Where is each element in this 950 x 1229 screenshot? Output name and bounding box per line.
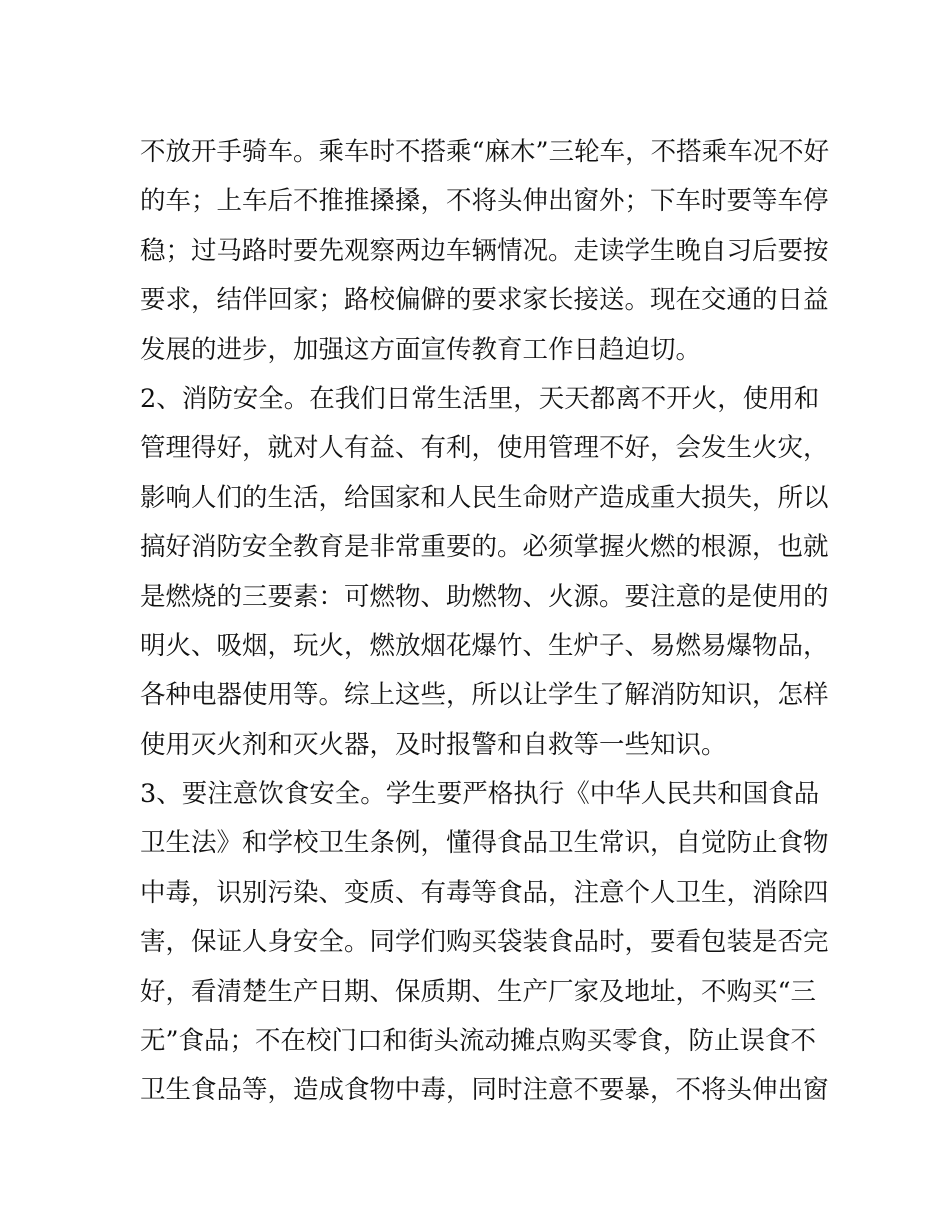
text-line: 影响人们的生活，给国家和人民生命财产造成重大损失，所以 — [140, 482, 829, 513]
section-2-heading-line: 2、消防安全。在我们日常生活里，天天都离不开火，使用和 — [140, 383, 820, 414]
text-line: 发展的进步，加强这方面宣传教育工作日趋迫切。 — [140, 334, 702, 365]
text-line: 是燃烧的三要素：可燃物、助燃物、火源。要注意的是使用的 — [140, 581, 829, 612]
section-3-heading-line: 3、要注意饮食安全。学生要严格执行《中华人民共和国食品 — [140, 779, 820, 810]
text-line: 稳；过马路时要先观察两边车辆情况。走读学生晚自习后要按 — [140, 235, 829, 266]
text-line: 无”食品；不在校门口和街头流动摊点购买零食，防止误食不 — [140, 1026, 817, 1057]
text-line: 各种电器使用等。综上这些，所以让学生了解消防知识，怎样 — [140, 680, 829, 711]
text-line: 卫生食品等，造成食物中毒，同时注意不要暴，不将头伸出窗 — [140, 1075, 829, 1106]
text-line: 使用灭火剂和灭火器，及时报警和自救等一些知识。 — [140, 729, 727, 760]
text-line: 要求，结伴回家；路校偏僻的要求家长接送。现在交通的日益 — [140, 285, 829, 316]
text-line: 的车；上车后不推推搡搡，不将头伸出窗外；下车时要等车停 — [140, 186, 829, 217]
text-line: 不放开手骑车。乘车时不搭乘“麻木”三轮车，不搭乘车况不好 — [140, 137, 830, 167]
text-line: 卫生法》和学校卫生条例，懂得食品卫生常识，自觉防止食物 — [140, 828, 829, 859]
text-line: 好，看清楚生产日期、保质期、生产厂家及地址，不购买“三 — [140, 976, 817, 1007]
text-line: 管理得好，就对人有益、有利，使用管理不好，会发生火灾， — [140, 433, 829, 464]
text-line: 明火、吸烟，玩火，燃放烟花爆竹、生炉子、易燃易爆物品， — [140, 630, 829, 661]
body-text — [140, 128, 830, 1116]
text-line: 搞好消防安全教育是非常重要的。必须掌握火燃的根源，也就 — [140, 532, 829, 563]
text-line: 害，保证人身安全。同学们购买袋装食品时，要看包装是否完 — [140, 927, 829, 958]
text-line: 中毒，识别污染、变质、有毒等食品，注意个人卫生，消除四 — [140, 877, 829, 908]
